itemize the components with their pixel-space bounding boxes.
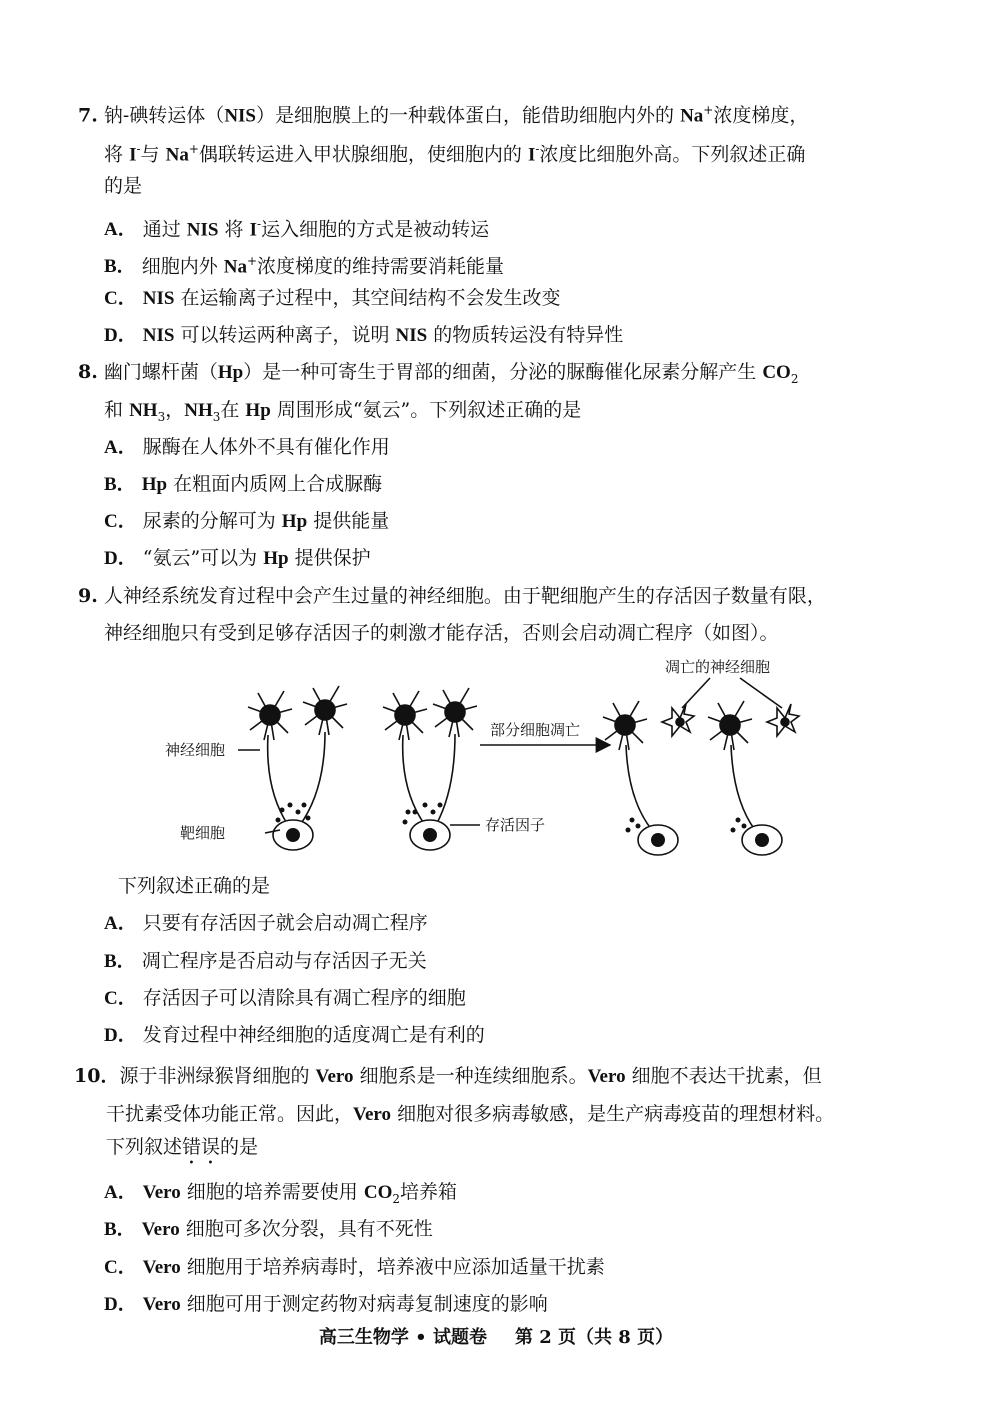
footer-title: 高三生物学 • 试题卷 — [318, 1327, 487, 1348]
option-label: A． — [104, 437, 137, 458]
emphasis-text: 错误 — [182, 1136, 221, 1158]
text: 细胞不表达干扰素，但 — [631, 1065, 822, 1087]
q7-line3: 的是 — [104, 175, 143, 197]
option-label: B． — [104, 256, 136, 278]
text: Hp — [141, 474, 168, 495]
q10-option-a — [104, 1180, 457, 1211]
text: 细胞系是一种连续细胞系。 — [359, 1065, 588, 1087]
text: I — [129, 144, 137, 166]
q8-line1 — [78, 360, 798, 391]
q8-option-a — [104, 435, 390, 460]
text: 浓度比细胞外高。下列叙述正确 — [539, 143, 806, 166]
text: + — [188, 142, 199, 156]
q7-option-b — [104, 249, 504, 279]
text: 可以转运两种离子，说明 — [180, 324, 390, 346]
q9-option-c — [104, 986, 466, 1011]
q7-line1 — [78, 98, 808, 128]
text: 2 — [790, 371, 799, 386]
text: + — [246, 254, 258, 268]
text: 偶联转运进入甲状腺细胞，使细胞内的 — [198, 143, 522, 166]
text: 浓度梯度的维持需要消耗能量 — [257, 255, 505, 278]
text: 人神经系统发育过程中会产生过量的神经细胞。由于靶细胞产生的存活因子数量有限， — [103, 585, 826, 607]
neuron-icon — [383, 691, 427, 825]
neuron-icon — [603, 701, 652, 830]
apoptotic-cell-icon — [662, 704, 694, 736]
q7-option-c — [104, 286, 560, 311]
q10-option-c — [104, 1255, 605, 1280]
text: 细胞可用于测定药物对病毒复制速度的影响 — [186, 1293, 548, 1315]
apoptotic-cell-icon — [767, 704, 799, 736]
option-label: C． — [104, 288, 137, 309]
label-neuron: 神经细胞 — [165, 741, 226, 759]
text: 在运输离子过程中，其空间结构不会发生改变 — [180, 287, 561, 309]
text: CO — [363, 1182, 393, 1203]
q10-line2 — [106, 1102, 834, 1127]
text: Vero — [353, 1104, 392, 1125]
label-apoptotic-neuron: 凋亡的神经细胞 — [665, 658, 771, 676]
option-label: B． — [104, 474, 136, 495]
text: Vero — [587, 1066, 626, 1087]
page-footer — [0, 1323, 992, 1349]
q8-option-c — [104, 509, 389, 534]
option-label: D． — [104, 1294, 137, 1315]
text: Vero — [142, 1257, 181, 1278]
text: 3 — [212, 409, 221, 424]
text: 钠-碘转运体（ — [103, 104, 225, 127]
text: 下列叙述 — [106, 1136, 183, 1158]
text: 细胞可多次分裂，具有不死性 — [185, 1218, 433, 1240]
text: NIS — [224, 105, 256, 127]
option-label: B． — [104, 1219, 136, 1240]
text: 浓度梯度， — [713, 104, 809, 127]
text: 在粗面内质网上合成脲酶 — [173, 473, 383, 495]
text: NIS — [186, 219, 219, 241]
option-label: D． — [104, 548, 137, 569]
text: 通过 — [142, 218, 181, 241]
text: 干扰素受体功能正常。因此， — [106, 1103, 354, 1125]
text: 脲酶在人体外不具有催化作用 — [142, 436, 390, 458]
text: 将 — [104, 143, 124, 166]
text: Na — [223, 256, 247, 278]
text: NH — [184, 400, 213, 421]
text: NIS — [142, 288, 175, 309]
text: 的是 — [220, 1136, 259, 1158]
text: 运入细胞的方式是被动转运 — [261, 218, 490, 241]
q9-option-b — [104, 949, 427, 974]
q7-option-a — [104, 212, 489, 242]
neuron-icon — [708, 701, 755, 830]
label-survival-factor: 存活因子 — [485, 816, 546, 834]
q10-line3 — [106, 1135, 258, 1169]
text: 凋亡程序是否启动与存活因子无关 — [141, 950, 427, 972]
q7-option-d — [104, 323, 623, 348]
text: 发育过程中神经细胞的适度凋亡是有利的 — [142, 1024, 485, 1046]
footer-page: 第 2 页（共 8 页） — [514, 1327, 674, 1348]
q7-number: 7. — [78, 104, 98, 127]
option-label: D． — [104, 1025, 137, 1046]
text: 幽门螺杆菌（ — [103, 361, 218, 383]
option-label: A． — [104, 913, 137, 934]
text: NH — [129, 400, 158, 421]
q8-option-d — [104, 546, 371, 571]
q9-number: 9. — [78, 585, 98, 607]
text: ）是细胞膜上的一种载体蛋白，能借助细胞内外的 — [256, 104, 675, 127]
text: 周围形成“氨云”。下列叙述正确的是 — [276, 399, 582, 421]
text: Hp — [245, 400, 271, 421]
q9-stem: 下列叙述正确的是 — [118, 875, 271, 897]
text: I — [527, 144, 536, 166]
text: 的物质转运没有特异性 — [433, 324, 624, 346]
q8-number: 8. — [78, 361, 98, 383]
q10-option-b — [104, 1217, 433, 1242]
q7-line2 — [104, 137, 805, 167]
text: Na — [680, 105, 704, 127]
option-label: A． — [104, 219, 137, 241]
option-label: D． — [104, 325, 137, 346]
q10-number: 10． — [74, 1065, 120, 1087]
q9-line2: 神经细胞只有受到足够存活因子的刺激才能存活，否则会启动凋亡程序（如图）。 — [104, 622, 779, 644]
text: 源于非洲绿猴肾细胞的 — [119, 1065, 310, 1087]
text: - — [136, 142, 141, 156]
text: - — [535, 142, 540, 156]
text: Vero — [315, 1066, 354, 1087]
apoptosis-figure — [150, 650, 830, 865]
text: 培养箱 — [399, 1181, 457, 1203]
text: I — [249, 219, 257, 241]
q9-option-d — [104, 1023, 485, 1048]
q10-line1 — [74, 1064, 822, 1089]
text: 尿素的分解可为 — [142, 510, 276, 532]
text: 细胞的培养需要使用 — [186, 1181, 358, 1203]
text: “氨云”可以为 — [142, 547, 258, 569]
text: NIS — [395, 325, 428, 346]
text: 将 — [224, 218, 244, 241]
option-label: B． — [104, 951, 136, 972]
text: Hp — [263, 548, 289, 569]
text: ）是一种可寄生于胃部的细菌，分泌的脲酶催化尿素分解产生 — [243, 361, 757, 383]
text: 只要有存活因子就会启动凋亡程序 — [142, 912, 428, 934]
text: 和 — [104, 399, 124, 421]
q9-line1 — [78, 584, 826, 608]
text: Vero — [142, 1294, 181, 1315]
text: 存活因子可以清除具有凋亡程序的细胞 — [142, 987, 466, 1009]
q10-option-d — [104, 1292, 548, 1317]
option-label: C． — [104, 511, 137, 532]
q8-line2 — [104, 398, 581, 429]
option-label: A． — [104, 1182, 137, 1203]
text: 2 — [392, 1191, 400, 1206]
option-label: C． — [104, 1257, 137, 1278]
text: 细胞对很多病毒敏感，是生产病毒疫苗的理想材料。 — [397, 1103, 835, 1125]
q8-option-b — [104, 472, 382, 497]
text: 细胞内外 — [141, 255, 218, 278]
text: + — [703, 103, 714, 117]
text: 与 — [140, 143, 160, 166]
text: 3 — [157, 409, 166, 424]
text: Hp — [217, 362, 244, 383]
neuron-icon — [300, 686, 347, 825]
text: - — [257, 217, 262, 231]
text: 在 — [220, 399, 240, 421]
text: ， — [165, 399, 185, 421]
q9-option-a — [104, 911, 428, 936]
label-arrow: 部分细胞凋亡 — [490, 721, 581, 739]
text: 提供保护 — [294, 547, 371, 569]
text: CO — [762, 362, 791, 383]
text: 提供能量 — [313, 510, 390, 532]
text: Vero — [141, 1219, 180, 1240]
text: Hp — [281, 511, 308, 532]
neuron-icon — [248, 691, 292, 825]
option-label: C． — [104, 988, 137, 1009]
text: Vero — [142, 1182, 181, 1203]
text: NIS — [142, 325, 175, 346]
text: Na — [165, 144, 189, 166]
text: 细胞用于培养病毒时，培养液中应添加适量干扰素 — [186, 1256, 605, 1278]
label-target-cell: 靶细胞 — [180, 824, 226, 842]
